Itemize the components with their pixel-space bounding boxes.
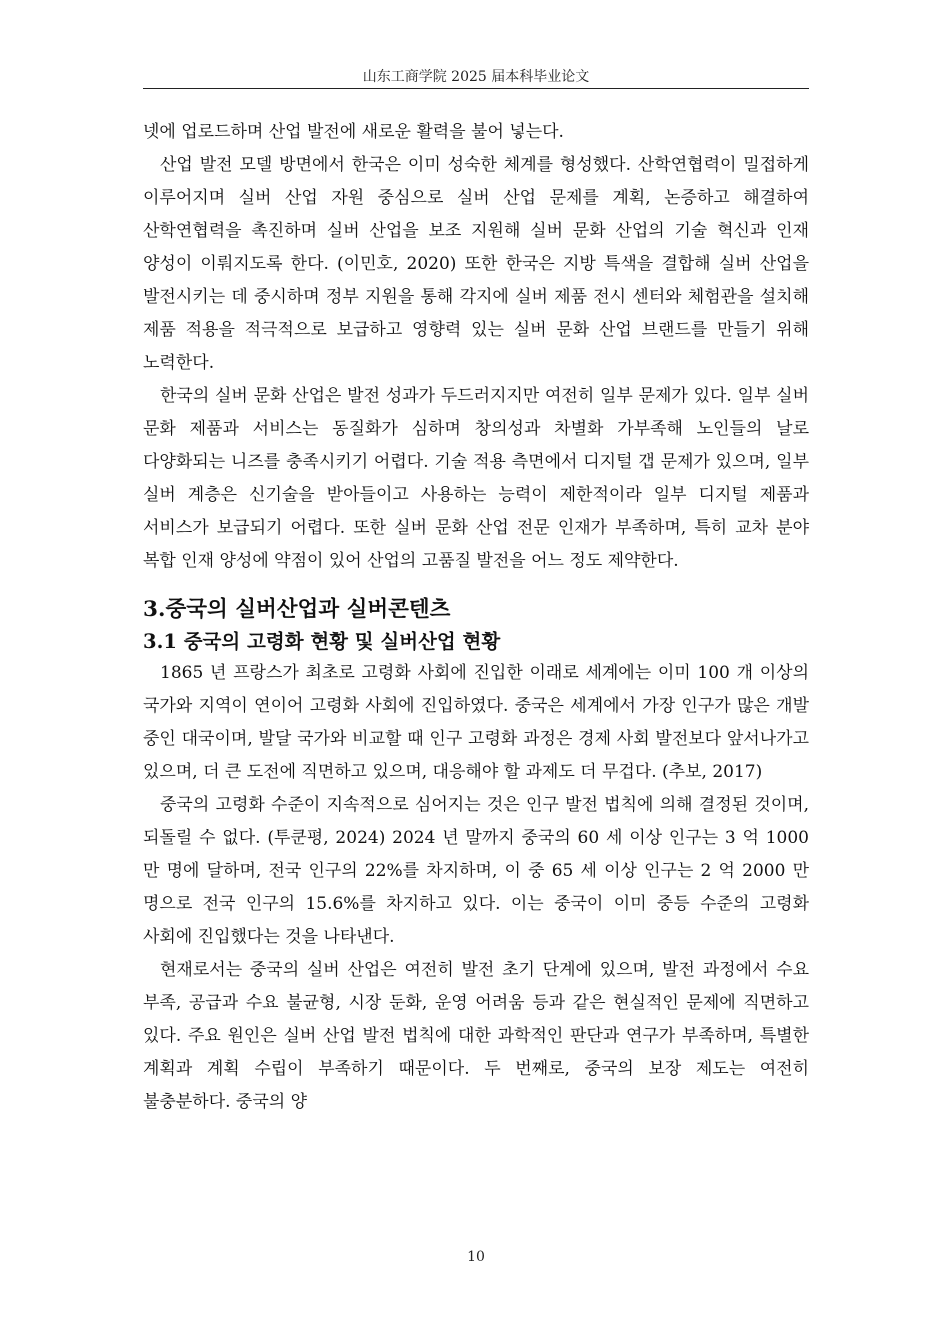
page-body: [143, 116, 809, 1119]
paragraph-continued: 넷에 업로드하며 산업 발전에 새로운 활력을 불어 넣는다.: [143, 122, 564, 142]
paragraph-korea-problems: 한국의 실버 문화 산업은 발전 성과가 두드러지지만 여전히 일부 문제가 있다. 일부 실버 문화 제품과 서비스는 동질화가 심하며 창의성과 차별화 가부족해 노인들의 날로 다양화되는 니즈를 충족시키기 어렵다. 기술 적용 측면에서 디지털 갭 문제가 있으며, 일부 실버 계층은 신기술을 받아들이고 사용하는 능력이 제한적이라 일부 디지털 제품과 서비스가 보급되기 어렵다. 또한 실버 문화 산업 전문 인재가 부족하며, 특히 교차 분야 복합 인재 양성에 약점이 있어 산업의 고품질 발전을 어느 정도 제약한다.: [143, 386, 809, 571]
paragraph-korea-model: 산업 발전 모델 방면에서 한국은 이미 성숙한 체계를 형성했다. 산학연협력이 밀접하게 이루어지며 실버 산업 자원 중심으로 실버 산업 문제를 계획, 논증하고 해결하여 산학연협력을 촉진하며 실버 산업을 보조 지원해 실버 문화 산업의 기술 혁신과 인재 양성이 이뤄지도록 한다. (이민호, 2020) 또한 한국은 지방 특색을 결합해 실버 산업을 발전시키는 데 중시하며 정부 지원을 통해 각지에 실버 제품 전시 센터와 체험관을 설치해 제품 적용을 적극적으로 보급하고 영향력 있는 실버 문화 산업 브랜드를 만들기 위해 노력한다.: [143, 155, 809, 373]
header-rule: [143, 88, 809, 89]
subsection-heading: 3.1 중국의 고령화 현황 및 실버산업 현황: [143, 630, 501, 653]
running-header: 山东工商学院 2025 届本科毕业论文: [362, 69, 590, 85]
paragraph-aging-history: 1865 년 프랑스가 최초로 고령화 사회에 진입한 이래로 세계에는 이미 100 개 이상의 국가와 지역이 연이어 고령화 사회에 진입하였다. 중국은 세계에서 가장 인구가 많은 개발 중인 대국이며, 발달 국가와 비교할 때 인구 고령화 과정은 경제 사회 발전보다 앞서나가고 있으며, 더 큰 도전에 직면하고 있으며, 대응해야 할 과제도 더 무겁다. (추보, 2017): [143, 663, 809, 782]
section-heading: 3.중국의 실버산업과 실버콘텐츠: [143, 597, 451, 622]
page-number: 10: [467, 1249, 485, 1265]
paragraph-industry-status: 현재로서는 중국의 실버 산업은 여전히 발전 초기 단계에 있으며, 발전 과정에서 수요 부족, 공급과 수요 불균형, 시장 둔화, 운영 어려움 등과 같은 현실적인 문제에 직면하고 있다. 주요 원인은 실버 산업 발전 법칙에 대한 과학적인 판단과 연구가 부족하며, 특별한 계획과 계획 수립이 부족하기 때문이다. 두 번째로, 중국의 보장 제도는 여전히 불충분하다. 중국의 양: [143, 960, 809, 1112]
paragraph-aging-statistics: 중국의 고령화 수준이 지속적으로 심어지는 것은 인구 발전 법칙에 의해 결정된 것이며, 되돌릴 수 없다. (투쿤평, 2024) 2024 년 말까지 중국의 60 세 이상 인구는 3 억 1000 만 명에 달하며, 전국 인구의 22%를 차지하며, 이 중 65 세 이상 인구는 2 억 2000 만 명으로 전국 인구의 15.6%를 차지하고 있다. 이는 중국이 이미 중등 수준의 고령화 사회에 진입했다는 것을 나타낸다.: [143, 795, 809, 947]
